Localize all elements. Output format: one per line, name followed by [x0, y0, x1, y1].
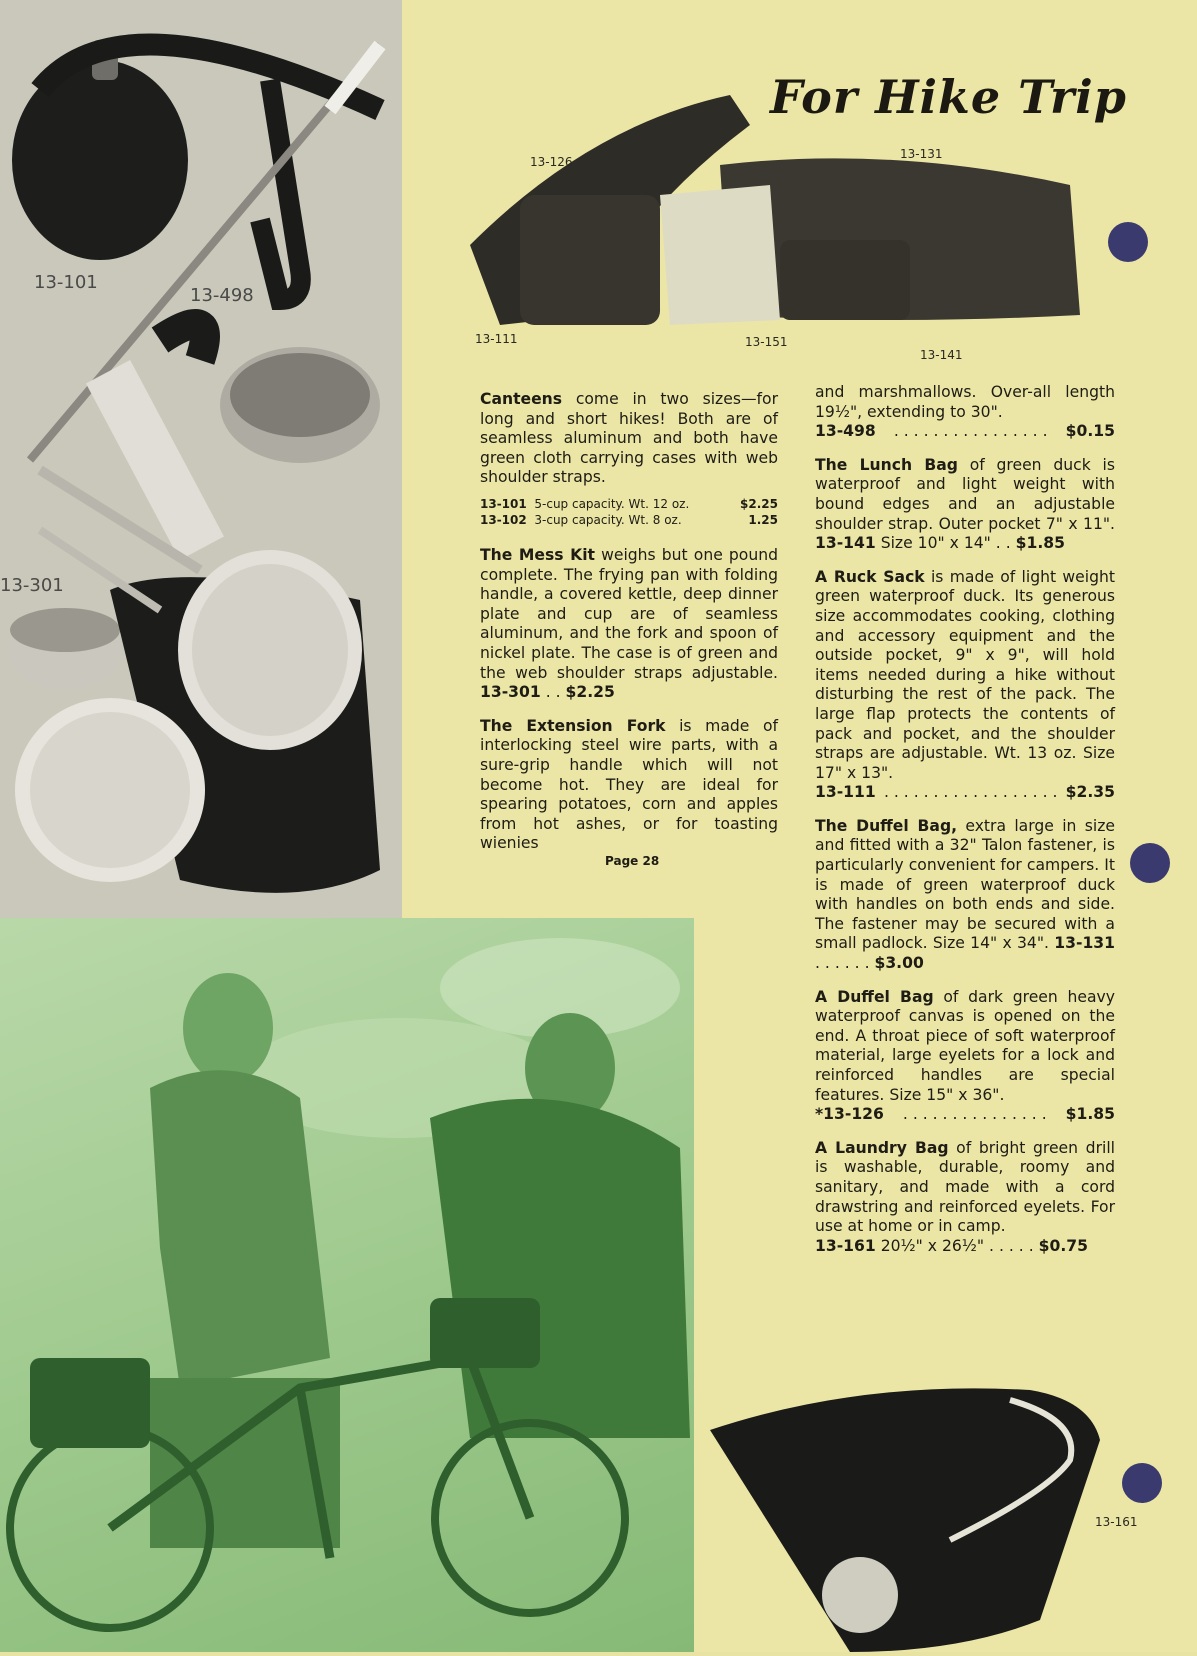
duffel-bag-text: extra large in size and fitted with a 32" Talon fastener, is particularly convenient for campers. It is made of green waterproof duck with handles on both ends and side. The fastener may be secured with a small padlock. Size 14" x 34".	[815, 816, 1115, 953]
dots: . . . . . . . . . . . . . . . . . .	[883, 783, 1058, 802]
laundry-bag-photo	[710, 1380, 1150, 1652]
item-desc: 3-cup capacity. Wt. 8 oz.	[534, 512, 682, 527]
item-code: 13-131	[1054, 934, 1115, 953]
item-size: 20½" x 26½" . . . . .	[875, 1236, 1039, 1255]
ruck-sack-heading: A Ruck Sack	[815, 567, 925, 586]
photo-label-13-161: 13-161	[1095, 1515, 1138, 1529]
photo-label-13-301: 13-301	[0, 575, 64, 596]
item-size: Size 10" x 14" . .	[875, 534, 1016, 553]
ruck-sack-text: is made of light weight green waterproof duck. Its generous size accommodates cooking, clothing and accessory equipment and the outside pocket, 9" x 9", will hold items needed during a hike without disturbing the rest of the pack. The large flap protects the contents of pack and pocket, and the shoulder straps are adjustable. Wt. 13 oz. Size 17" x 13".	[815, 567, 1115, 782]
lunch-bag-paragraph	[815, 456, 1115, 554]
item-code: 13-301	[480, 683, 541, 702]
dots: . . . . . . . . . . . . . . . .	[893, 422, 1048, 441]
mess-kit-illustration	[0, 0, 402, 918]
mess-kit-text: weighs but one pound complete. The frying pan with folding handle, a covered kettle, deep dinner plate and cup are of seamless aluminum, and the fork and spoon of nickel plate. The case is of green and the web shoulder straps adjustable.	[480, 545, 778, 682]
price-row	[480, 512, 778, 528]
page-title: For Hike Trip	[770, 70, 1127, 124]
photo-label-13-498: 13-498	[190, 285, 254, 306]
item-price: $0.75	[1038, 1236, 1088, 1255]
photo-label-13-101: 13-101	[34, 272, 98, 293]
item-code: 13-141	[815, 534, 876, 553]
item-code: 13-102	[480, 512, 527, 527]
dots: . .	[540, 683, 566, 702]
girls-bicycle-illustration	[0, 918, 694, 1652]
canteens-text: come in two sizes—for long and short hikes! Both are of seamless aluminum and both have green cloth carrying cases with web shoulder straps.	[480, 390, 778, 487]
laundry-bag-illustration	[710, 1380, 1150, 1652]
laundry-bag-paragraph	[815, 1139, 1115, 1257]
canteens-price-list	[480, 496, 778, 528]
fork-text: is made of interlocking steel wire parts, with a sure-grip handle which will not become hot. They are ideal for spearing potatoes, corn and apples from hot ashes, or for toasting wienies	[480, 716, 778, 853]
price-row	[480, 496, 778, 512]
lunch-bag-text: of green duck is waterproof and light weight with bound edges and an adjustable shoulder strap. Outer pocket 7" x 11".	[815, 455, 1115, 533]
fork-heading: The Extension Fork	[480, 716, 666, 735]
ruck-sack-paragraph	[815, 568, 1115, 803]
right-column	[815, 383, 1115, 1270]
item-code: 13-161	[815, 1236, 876, 1255]
item-code: *13-126	[815, 1105, 884, 1124]
binder-hole	[1130, 843, 1170, 883]
bags-photo	[470, 85, 1110, 362]
item-code: 13-498	[815, 422, 876, 441]
canteens-heading: Canteens	[480, 390, 563, 408]
fork-paragraph	[480, 717, 778, 854]
dots: . . . . . . . . . . . . . . .	[902, 1105, 1047, 1124]
binder-hole	[1108, 222, 1148, 262]
item-price: $0.15	[1065, 422, 1115, 441]
canteens-paragraph	[480, 390, 778, 488]
laundry-bag-text: of bright green drill is washable, durable, roomy and sanitary, and made with a cord drawstring and reinforced eyelets. For use at home or in camp.	[815, 1138, 1115, 1236]
fork-cont-paragraph	[815, 383, 1115, 442]
photo-label-13-111: 13-111	[475, 332, 518, 346]
laundry-bag-heading: A Laundry Bag	[815, 1138, 949, 1157]
photo-label-13-126: 13-126	[530, 155, 573, 169]
lunch-bag-heading: The Lunch Bag	[815, 455, 958, 474]
photo-label-13-151: 13-151	[745, 335, 788, 349]
item-price: $1.85	[1015, 534, 1065, 553]
middle-column	[480, 390, 778, 868]
duffel-bag-heading: The Duffel Bag,	[815, 816, 958, 835]
photo-label-13-141: 13-141	[920, 348, 963, 362]
photo-label-13-131: 13-131	[900, 147, 943, 161]
page-number: Page 28	[605, 854, 660, 868]
mess-kit-paragraph	[480, 546, 778, 703]
item-price: 1.25	[748, 512, 778, 527]
dots: . . . . . .	[815, 954, 875, 973]
item-price: $2.25	[565, 683, 615, 702]
item-price: $1.85	[1065, 1105, 1115, 1124]
duffel-bag2-text: of dark green heavy waterproof canvas is opened on the end. A throat piece of soft waterproof material, large eyelets for a lock and reinforced handles are special features. Size 15" x 36".	[815, 987, 1115, 1104]
binder-hole	[1122, 1463, 1162, 1503]
item-desc: 5-cup capacity. Wt. 12 oz.	[534, 496, 690, 511]
item-price: $3.00	[874, 954, 924, 973]
mess-kit-heading: The Mess Kit	[480, 545, 595, 564]
mess-kit-canteen-photo	[0, 0, 402, 918]
item-code: 13-101	[480, 496, 527, 511]
bags-illustration	[470, 85, 1110, 355]
fork-cont-text: and marshmallows. Over-all length 19½", extending to 30".	[815, 383, 1115, 421]
item-code: 13-111	[815, 783, 876, 802]
item-price: $2.25	[740, 496, 778, 511]
duffel-bag-paragraph	[815, 817, 1115, 974]
item-price: $2.35	[1065, 783, 1115, 802]
duffel-bag2-heading: A Duffel Bag	[815, 987, 934, 1006]
girls-with-bicycle-photo	[0, 918, 694, 1652]
duffel-bag2-paragraph	[815, 988, 1115, 1125]
